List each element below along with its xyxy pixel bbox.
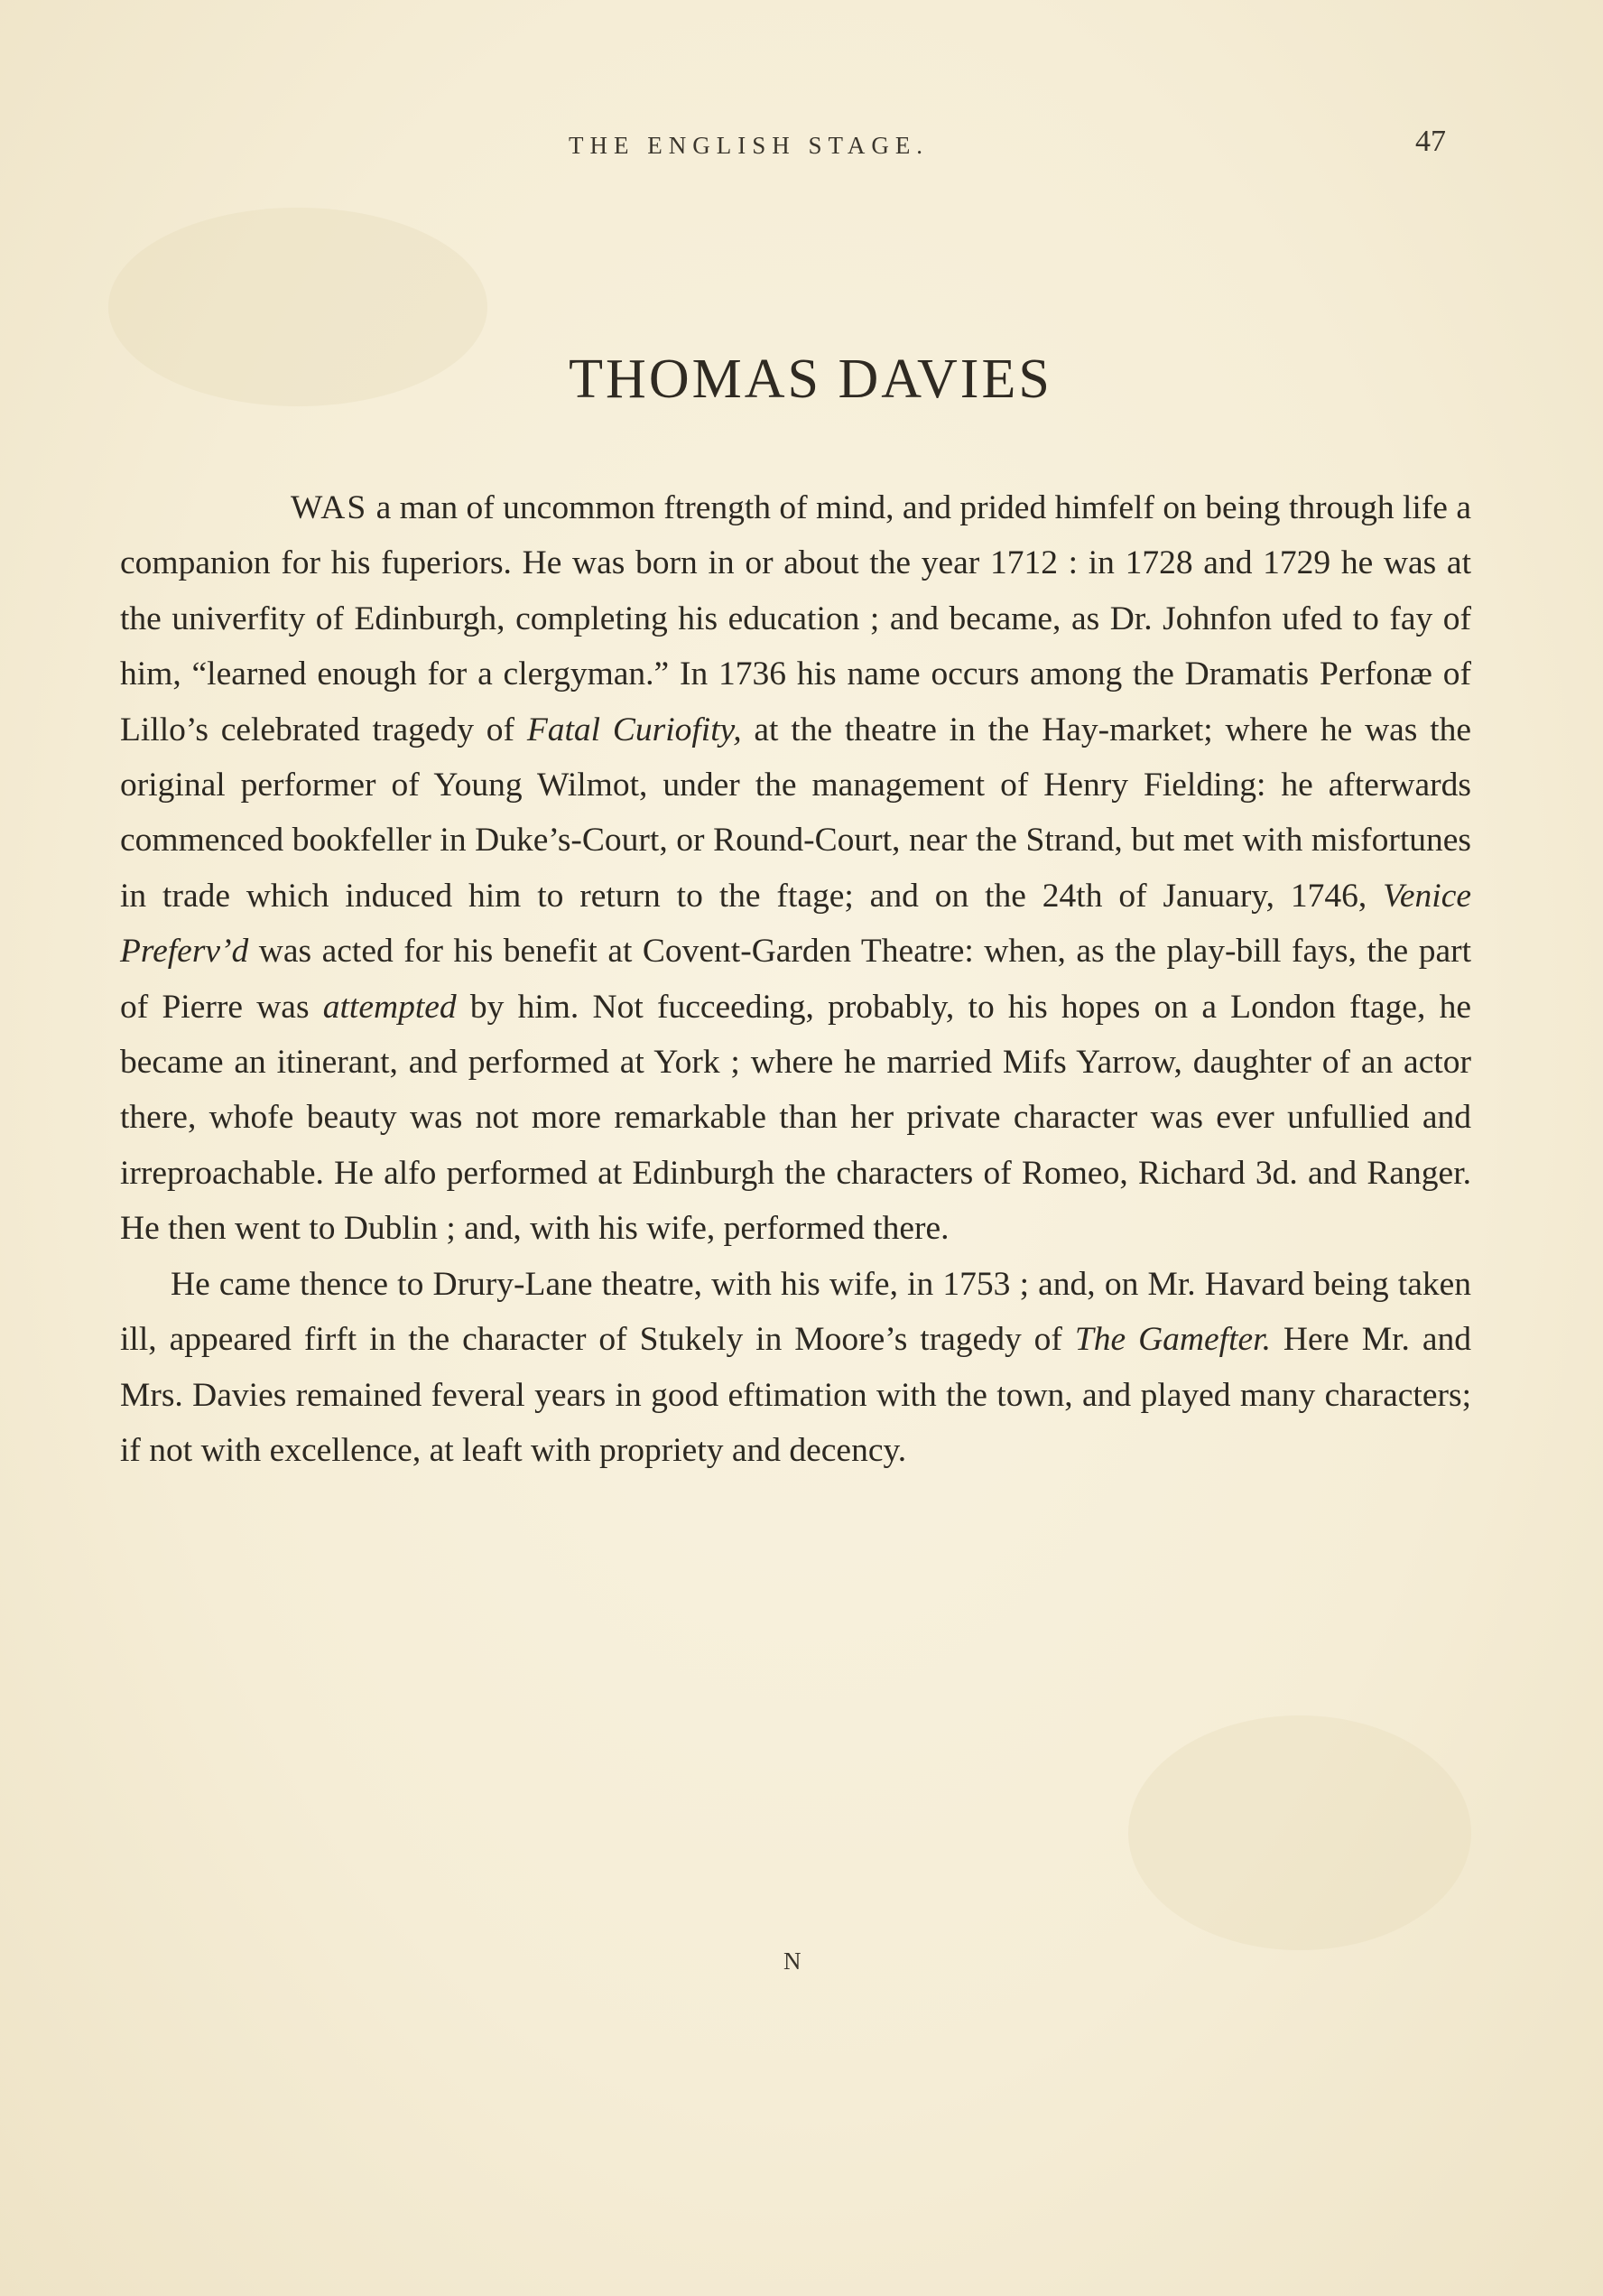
text-run: was acted for his benefit at Covent-Garden Theatre: when, as the play-bill fays, the part of Pierre was: [120, 933, 1471, 1026]
body-text: [120, 480, 1471, 1478]
paper-stain: [1128, 1715, 1471, 1950]
running-title: THE ENGLISH STAGE.: [569, 132, 930, 159]
text-run: Here Mr. and Mrs. Davies remained feveral years in good eftimation with the town, and played many characters; if not with excellence, at leaft with propriety and decency.: [120, 1321, 1471, 1469]
paragraph-1: [120, 480, 1471, 1257]
italic-title: The Gamefter.: [1074, 1321, 1271, 1359]
italic-emphasis: attempted: [322, 988, 457, 1026]
signature-mark: N: [783, 1947, 802, 1975]
text-run: by him. Not fucceeding, probably, to his hopes on a London ftage, he became an itinerant, and performed at York ; where he married Mifs Yarrow, daughter of an actor there, whofe beauty was not more remarkable than her private character was ever unfullied and irreproachable. He alfo performed at Edinburgh the characters of Romeo, Richard 3d. and Ranger. He then went to Dublin ; and, with his wife, performed there.: [120, 988, 1471, 1248]
running-head: [0, 125, 1603, 179]
text-run: at the theatre in the Hay-market; where he was the original performer of Young Wilmot, under the management of Henry Fielding: he afterwards commenced bookfeller in Duke’s-Court, or Round-Court, near the Strand, but met with misfortunes in trade which induced him to return to the ftage; and on the 24th of January, 1746,: [120, 711, 1471, 915]
chapter-title: THOMAS DAVIES: [569, 349, 1052, 410]
paragraph-2: [120, 1257, 1471, 1479]
page-number: 47: [1415, 125, 1446, 158]
lead-word: WAS: [291, 489, 368, 526]
italic-title: Venice Preferv’d: [120, 877, 1471, 971]
text-run: He came thence to Drury-Lane theatre, with his wife, in 1753 ; and, on Mr. Havard being taken ill, appeared firft in the character of Stukely in Moore’s tragedy of: [120, 1265, 1471, 1359]
italic-title: Fatal Curiofity,: [526, 711, 742, 748]
text-run: a man of uncommon ftrength of mind, and prided himfelf on being through life a companion for his fuperiors. He was born in or about the year 1712 : in 1728 and 1729 he was at the univerfity of Edinburgh, completing his education ; and became, as Dr. Johnfon ufed to fay of him, “learned enough for a clergyman.” In 1736 his name occurs among the Dramatis Perfonæ of Lillo’s celebrated tragedy of: [120, 489, 1471, 748]
